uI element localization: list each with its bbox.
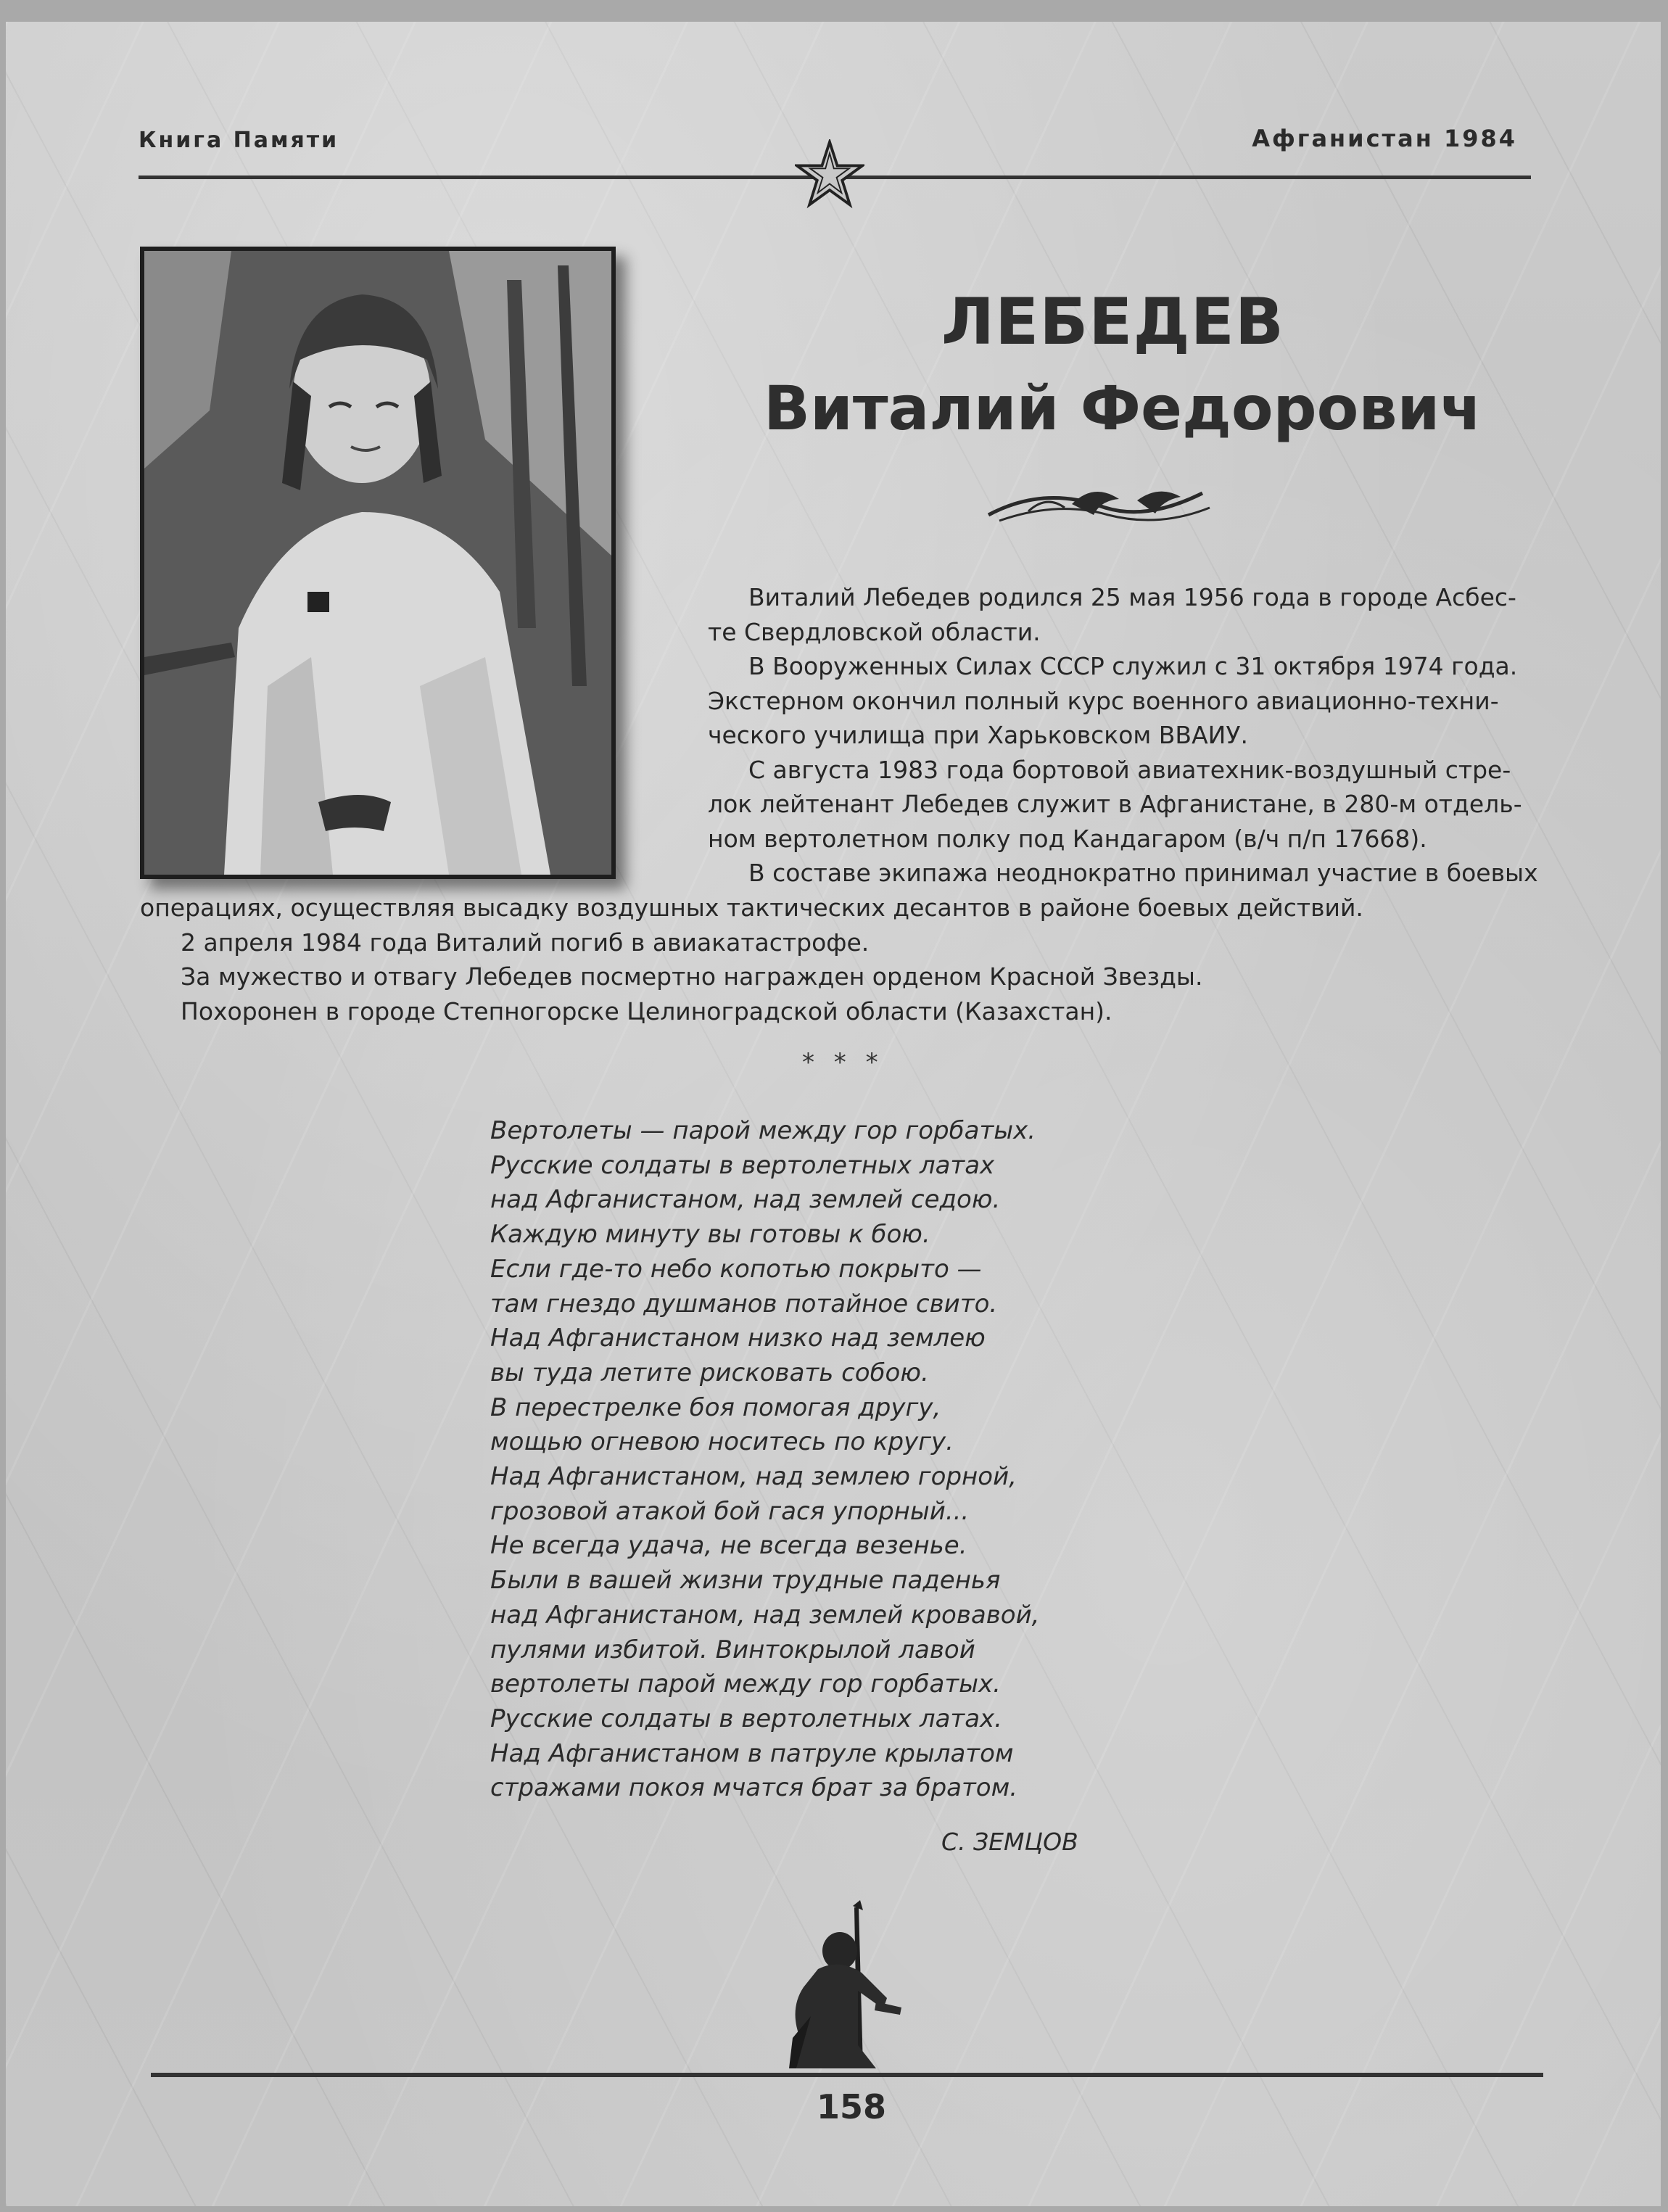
bio-line: ческого училища при Харьковском ВВАИУ.: [708, 721, 1248, 749]
portrait-figure: [144, 251, 611, 875]
bio-line: ном вертолетном полку под Кандагаром (в/ч п/п 17668).: [708, 824, 1427, 853]
poem-line: пулями избитой. Винтокрылой лавой: [490, 1635, 975, 1664]
page-number: 158: [817, 2087, 887, 2126]
poem-separator: * * *: [802, 1048, 884, 1077]
poem-line: над Афганистаном, над землей кровавой,: [490, 1600, 1040, 1630]
poem-line: Не всегда удача, не всегда везенье.: [490, 1531, 967, 1561]
bio-line: Похоронен в городе Степногорске Целиноградской области (Казахстан).: [181, 996, 1112, 1025]
flourish-ornament-icon: [985, 479, 1217, 529]
poem: [490, 1114, 1039, 1806]
bio-line: Экстерном окончил полный курс военного авиационно-техни-: [708, 686, 1499, 715]
bio-line: те Свердловской области.: [708, 617, 1041, 646]
book-page: [6, 22, 1661, 2206]
person-surname: ЛЕБЕДЕВ: [941, 284, 1284, 359]
star-icon: [795, 139, 864, 209]
poem-line: вертолеты парой между гор горбатых.: [490, 1670, 1001, 1699]
kneeling-soldier-icon: [767, 1900, 927, 2074]
biography-full-width: [140, 891, 1363, 1028]
poem-line: В перестрелке боя помогая другу,: [490, 1392, 941, 1422]
bio-line: В Вооруженных Силах СССР служил с 31 октября 1974 года.: [748, 652, 1518, 680]
bio-line: За мужество и отвагу Лебедев посмертно награжден орденом Красной Звезды.: [181, 962, 1203, 991]
poem-line: вы туда летите рисковать собою.: [490, 1358, 929, 1387]
poem-line: Каждую минуту вы готовы к бою.: [490, 1220, 930, 1250]
poem-line: Вертолеты — парой между гор горбатых.: [490, 1116, 1036, 1145]
header-section-title: Афганистан 1984: [1252, 125, 1517, 152]
poem-line: Если где-то небо копотью покрыто —: [490, 1254, 982, 1284]
bio-line: 2 апреля 1984 года Виталий погиб в авиакатастрофе.: [181, 928, 870, 957]
header-book-title: Книга Памяти: [139, 128, 339, 153]
poem-line: Русские солдаты в вертолетных латах: [490, 1150, 995, 1180]
poem-line: Были в вашей жизни трудные паденья: [490, 1566, 1001, 1596]
bio-line: операциях, осуществляя высадку воздушных тактических десантов в районе боевых действий.: [140, 894, 1363, 922]
poem-author: С. ЗЕМЦОВ: [941, 1828, 1078, 1856]
poem-line: стражами покоя мчатся брат за братом.: [490, 1773, 1018, 1803]
poem-line: Над Афганистаном, над землею горной,: [490, 1462, 1017, 1492]
person-given-names: Виталий Федорович: [764, 373, 1482, 444]
poem-line: Над Афганистаном в патруле крылатом: [490, 1738, 1014, 1768]
biography-right-column: [708, 580, 1538, 891]
poem-line: мощью огневою носитесь по кругу.: [490, 1427, 954, 1457]
portrait-photo: [140, 247, 616, 879]
bio-line: лок лейтенант Лебедев служит в Афганистане, в 280-м отдель-: [708, 790, 1522, 818]
poem-line: Русские солдаты в вертолетных латах.: [490, 1704, 1002, 1733]
bio-line: С августа 1983 года бортовой авиатехник-воздушный стре-: [748, 755, 1511, 784]
footer-rule: [151, 2073, 1543, 2077]
poem-line: Над Афганистаном низко над землею: [490, 1324, 986, 1353]
poem-line: там гнездо душманов потайное свито.: [490, 1289, 998, 1318]
bio-line: В составе экипажа неоднократно принимал участие в боевых: [748, 859, 1538, 887]
bio-line: Виталий Лебедев родился 25 мая 1956 года в городе Асбес-: [748, 583, 1516, 611]
poem-line: над Афганистаном, над землей седою.: [490, 1185, 1001, 1215]
poem-line: грозовой атакой бой гася упорный...: [490, 1496, 970, 1526]
